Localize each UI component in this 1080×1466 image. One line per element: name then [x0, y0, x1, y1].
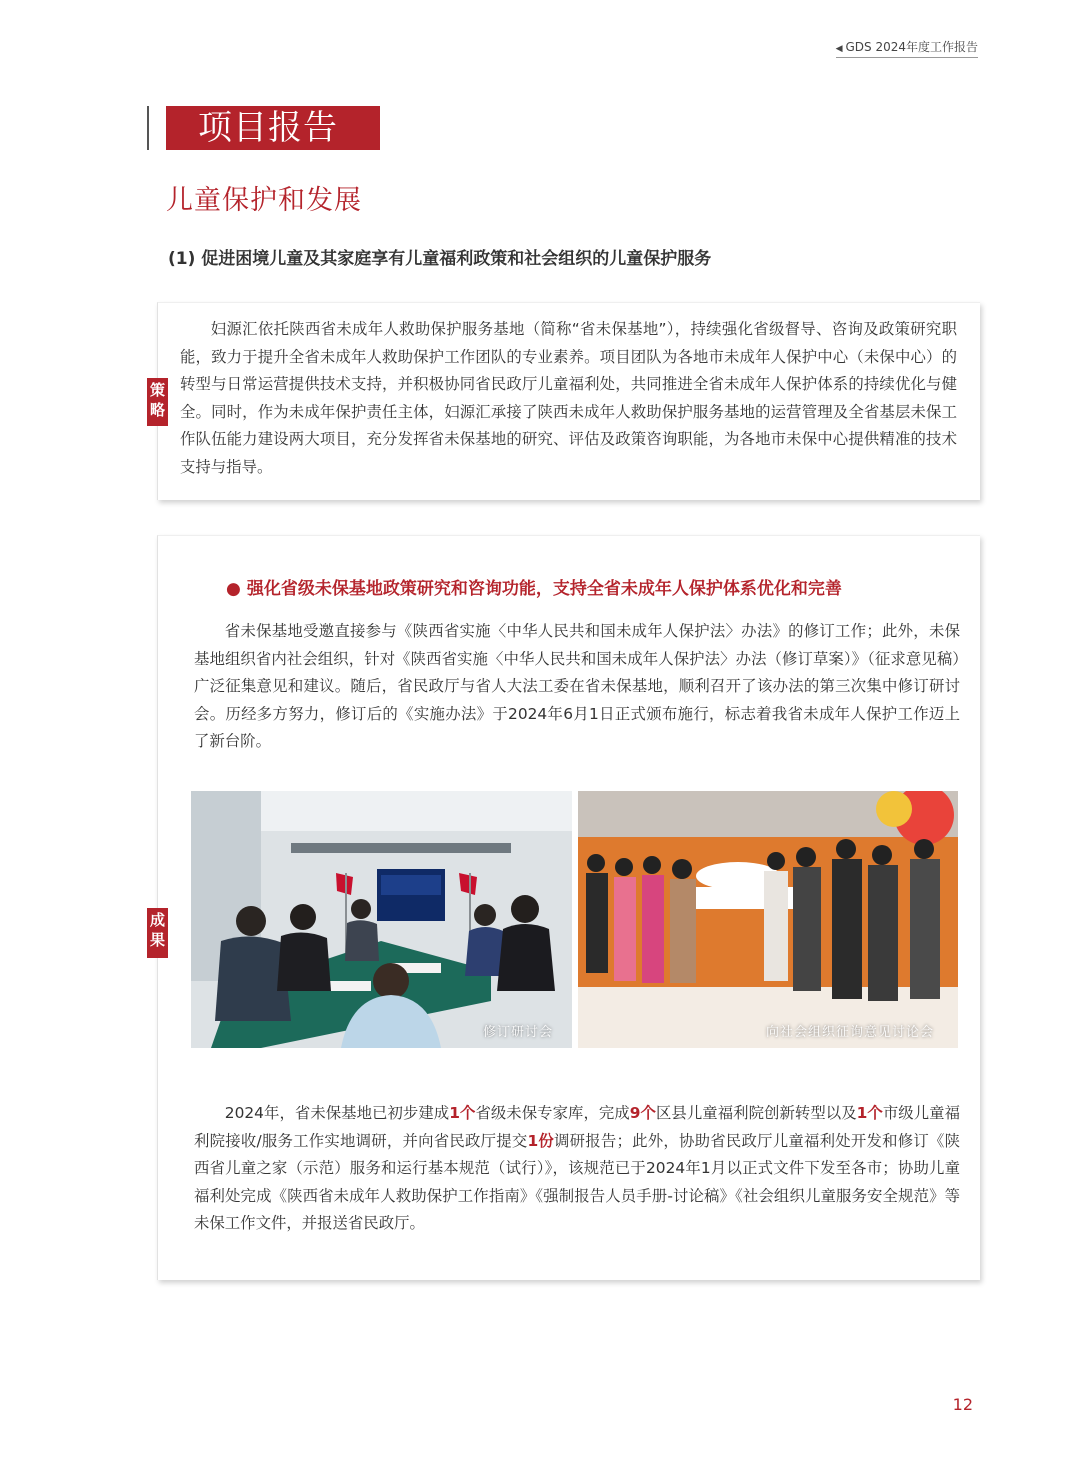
- strategy-paragraph: 妇源汇依托陕西省未成年人救助保护服务基地（简称“省未保基地”），持续强化省级督导、咨询及政策研究职能，致力于提升全省未成年人救助保护工作团队的专业素养。项目团队为各地市未成年人保护中心（未保中心）的转型与日常运营提供技术支持，并积极协同省民政厅儿童福利处，共同推进全省未成年人保护体系的持续优化与健全。同时，作为未成年保护责任主体，妇源汇承接了陕西未成年人救助保护服务基地的运营管理及全省基层未保工作队伍能力建设两大项目，充分发挥省未保基地的研究、评估及政策咨询职能，为各地市未保中心提供精准的技术支持与指导。: [180, 320, 957, 476]
- result-text-5: 调研报告；此外，协助省民政厅儿童福利处开发和修订《陕西省儿童之家（示范）服务和运行基本规范（试行）》，该规范已于2024年1月以正式文件下发至各市；协助儿童福利处完成《陕西省未成年人救助保护工作指南》《强制报告人员手册-讨论稿》《社会组织儿童服务安全规范》等未保工作文件，并报送省民政厅。: [194, 1131, 960, 1233]
- header-tag-text: GDS 2024年度工作报告: [845, 40, 978, 54]
- triangle-left-icon: ◀: [835, 44, 843, 54]
- meeting-photo-caption: 修订研讨会: [483, 1025, 554, 1040]
- result-text-2: 省级未保专家库，完成: [475, 1104, 630, 1122]
- result-paragraph-1: 省未保基地受邀直接参与《陕西省实施〈中华人民共和国未成年人保护法〉办法》的修订工作；此外，未保基地组织省内社会组织，针对《陕西省实施〈中华人民共和国未成年人保护法〉办法（修订草案）》（征求意见稿）广泛征集意见和建议。随后，省民政厅与省人大法工委在省未保基地，顺利召开了该办法的第三次集中修订研讨会。历经多方努力，修订后的《实施办法》于2024年6月1日正式颁布施行，标志着我省未成年人保护工作迈上了新台阶。: [194, 622, 960, 751]
- subsection-title: 儿童保护和发展: [166, 185, 362, 216]
- strategy-tab-char-2: 略: [149, 401, 165, 419]
- bullet-dot-icon: ●: [226, 579, 241, 599]
- report-header-tag: [836, 38, 978, 58]
- group-photo-caption: 向社会组织征询意见讨论会: [766, 1025, 935, 1040]
- result-tab-char-1: 成: [149, 911, 165, 929]
- highlight-county-institutes: 9个: [629, 1104, 656, 1122]
- result-tab-char-2: 果: [149, 931, 165, 949]
- result-bullet-heading: [226, 574, 842, 599]
- result-tab: [147, 908, 168, 958]
- page-number: 12: [952, 1395, 973, 1414]
- meeting-photo: [191, 791, 572, 1048]
- meeting-photo-illustration: [191, 791, 572, 1048]
- strategy-tab-char-1: 策: [149, 381, 165, 399]
- result-paragraph-2: [194, 1100, 960, 1238]
- section-divider: [147, 106, 149, 150]
- group-photo: [578, 791, 958, 1048]
- result-text-3: 区县儿童福利院创新转型以及: [656, 1104, 857, 1122]
- result-text-1: 2024年，省未保基地已初步建成: [224, 1104, 450, 1122]
- group-photo-illustration: [578, 791, 958, 1048]
- highlight-city-institute: 1个: [856, 1104, 883, 1122]
- strategy-tab: [147, 378, 168, 426]
- highlight-expert-pool: 1个: [449, 1104, 476, 1122]
- result-text-4: 市级儿童福利院接收/服务工作实地调研，并向省民政厅提交: [194, 1104, 960, 1150]
- highlight-research-report: 1份: [527, 1131, 555, 1150]
- item-heading: (1) 促进困境儿童及其家庭享有儿童福利政策和社会组织的儿童保护服务: [168, 249, 712, 269]
- section-title: 项目报告: [166, 106, 380, 150]
- bullet-heading-text: 强化省级未保基地政策研究和咨询功能，支持全省未成年人保护体系优化和完善: [246, 579, 842, 599]
